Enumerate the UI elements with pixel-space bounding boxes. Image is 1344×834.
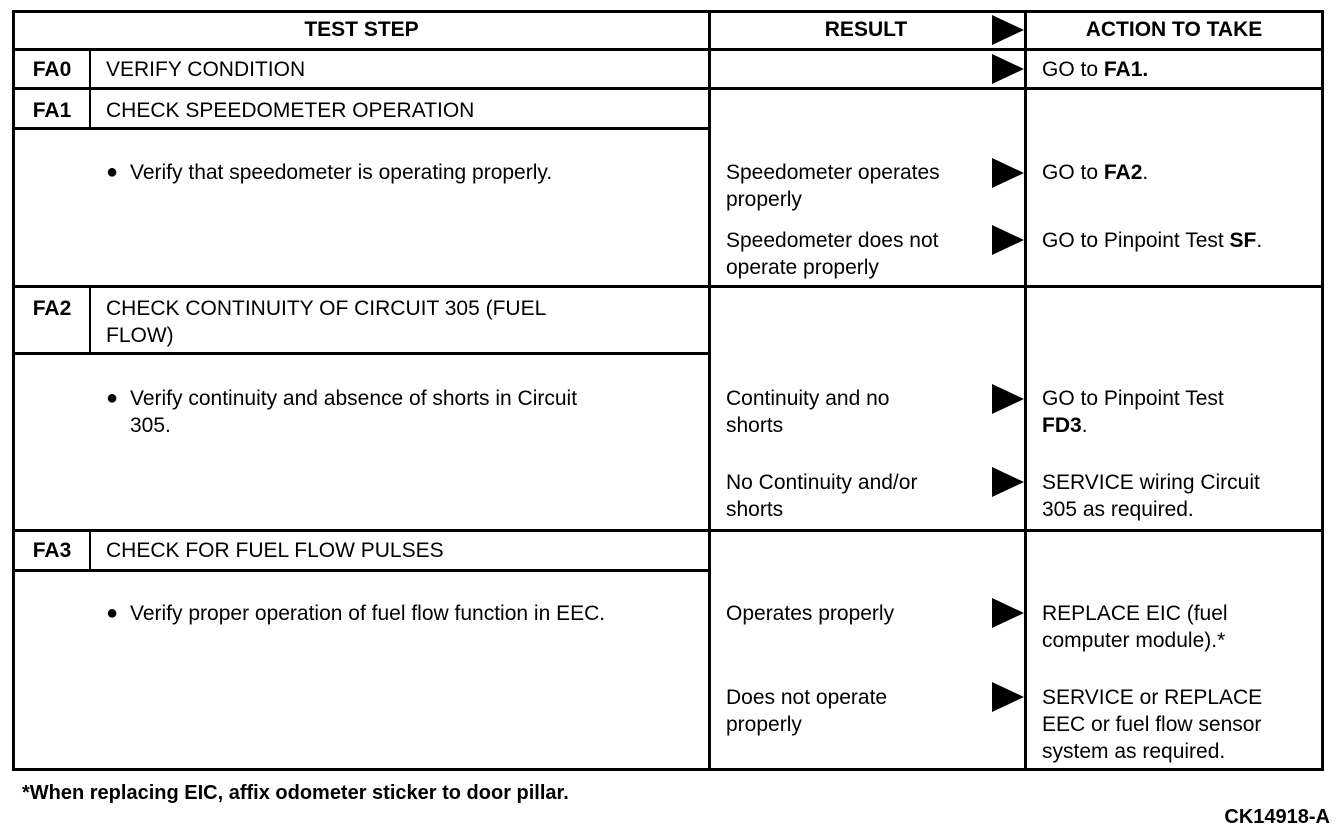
fa0-action [1042,56,1148,83]
fa2-title-underline [12,352,710,355]
header-arrow-icon [992,15,1024,45]
fa3-result-2-line2: properly [726,713,802,736]
fa1-bullet-icon: ● [106,161,119,183]
fa2-instruction-line1: Verify continuity and absence of shorts in Circuit [130,387,578,410]
table-left-border [12,10,15,771]
fa2-result-1-line2: shorts [726,414,784,437]
fa1-result-1-line2: properly [726,188,802,211]
fa2-action-2-line1: SERVICE wiring Circuit [1042,471,1260,494]
fa3-title: CHECK FOR FUEL FLOW PULSES [106,539,444,562]
fa3-code-divider [89,529,91,572]
fa1-action-1-suffix: . [1142,161,1149,184]
fa1-instruction: Verify that speedometer is operating properly. [130,161,553,184]
fa1-action-2-suffix: . [1256,229,1263,252]
fa0-bottom-border [12,87,1324,90]
table-top-border [12,10,1324,13]
fa2-action-1-line2 [1042,412,1088,439]
figure-id: CK14918-A [1224,806,1330,828]
fa2-title-line1: CHECK CONTINUITY OF CIRCUIT 305 (FUEL [106,297,547,320]
fa3-action-2-line3: system as required. [1042,740,1226,763]
fa1-title-underline [12,127,710,130]
action-column-divider [1024,10,1027,771]
fa2-title-line2: FLOW) [106,324,174,347]
fa1-result-2-line1: Speedometer does not [726,229,939,252]
fa2-result-1-line1: Continuity and no [726,387,890,410]
fa3-code: FA3 [32,539,72,562]
fa3-result-1-line1: Operates properly [726,602,895,625]
fa1-title: CHECK SPEEDOMETER OPERATION [106,99,475,122]
fa3-title-underline [12,569,710,572]
fa2-bottom-border [12,529,1324,532]
fa1-code: FA1 [32,99,72,122]
fa0-action-text: GO to [1042,58,1104,81]
fa1-code-divider [89,87,91,130]
header-bottom-border [12,48,1324,51]
fa3-action-2-line1: SERVICE or REPLACE [1042,686,1263,709]
fa1-bottom-border [12,285,1324,288]
fa0-arrow-icon [992,54,1024,84]
fa0-code: FA0 [32,58,72,81]
fa1-result-1-line1: Speedometer operates [726,161,940,184]
fa2-bullet-icon: ● [106,387,119,409]
fa0-code-divider [89,48,91,90]
fa2-action-1-ref: FD3 [1042,414,1082,437]
footnote: *When replacing EIC, affix odometer sticker to door pillar. [22,782,569,804]
fa1-action-1 [1042,159,1148,186]
fa1-result-2-arrow-icon [992,225,1024,255]
fa3-result-2-line1: Does not operate [726,686,888,709]
fa2-code-divider [89,285,91,355]
fa1-result-2-line2: operate properly [726,256,879,279]
fa2-action-1-line1: GO to Pinpoint Test [1042,387,1224,410]
fa0-title: VERIFY CONDITION [106,58,306,81]
fa3-action-1-line1: REPLACE EIC (fuel [1042,602,1228,625]
fa1-result-1-arrow-icon [992,158,1024,188]
header-test-step: TEST STEP [304,18,419,41]
fa3-action-2-line2: EEC or fuel flow sensor [1042,713,1262,736]
fa1-action-2 [1042,227,1262,254]
fa3-action-1-line2: computer module).* [1042,629,1226,652]
result-column-divider [708,10,711,771]
fa3-result-1-arrow-icon [992,598,1024,628]
fa2-instruction-line2: 305. [130,414,171,437]
table-bottom-border [12,768,1324,771]
fa3-result-2-arrow-icon [992,682,1024,712]
fa1-action-2-ref: SF [1229,229,1257,252]
header-action: ACTION TO TAKE [1085,18,1263,41]
fa2-result-1-arrow-icon [992,384,1024,414]
header-result: RESULT [824,18,908,41]
fa1-action-1-text: GO to [1042,161,1104,184]
table-right-border [1321,10,1324,771]
fa0-action-ref: FA1. [1103,58,1149,81]
fa2-result-2-line2: shorts [726,498,784,521]
fa2-code: FA2 [32,297,72,320]
fa1-action-1-ref: FA2 [1103,161,1143,184]
fa2-result-2-line1: No Continuity and/or [726,471,918,494]
fa2-action-1-suffix: . [1081,414,1088,437]
fa3-bullet-icon: ● [106,602,119,624]
fa2-result-2-arrow-icon [992,467,1024,497]
fa1-action-2-text: GO to Pinpoint Test [1042,229,1230,252]
fa3-instruction: Verify proper operation of fuel flow function in EEC. [130,602,606,625]
fa2-action-2-line2: 305 as required. [1042,498,1194,521]
